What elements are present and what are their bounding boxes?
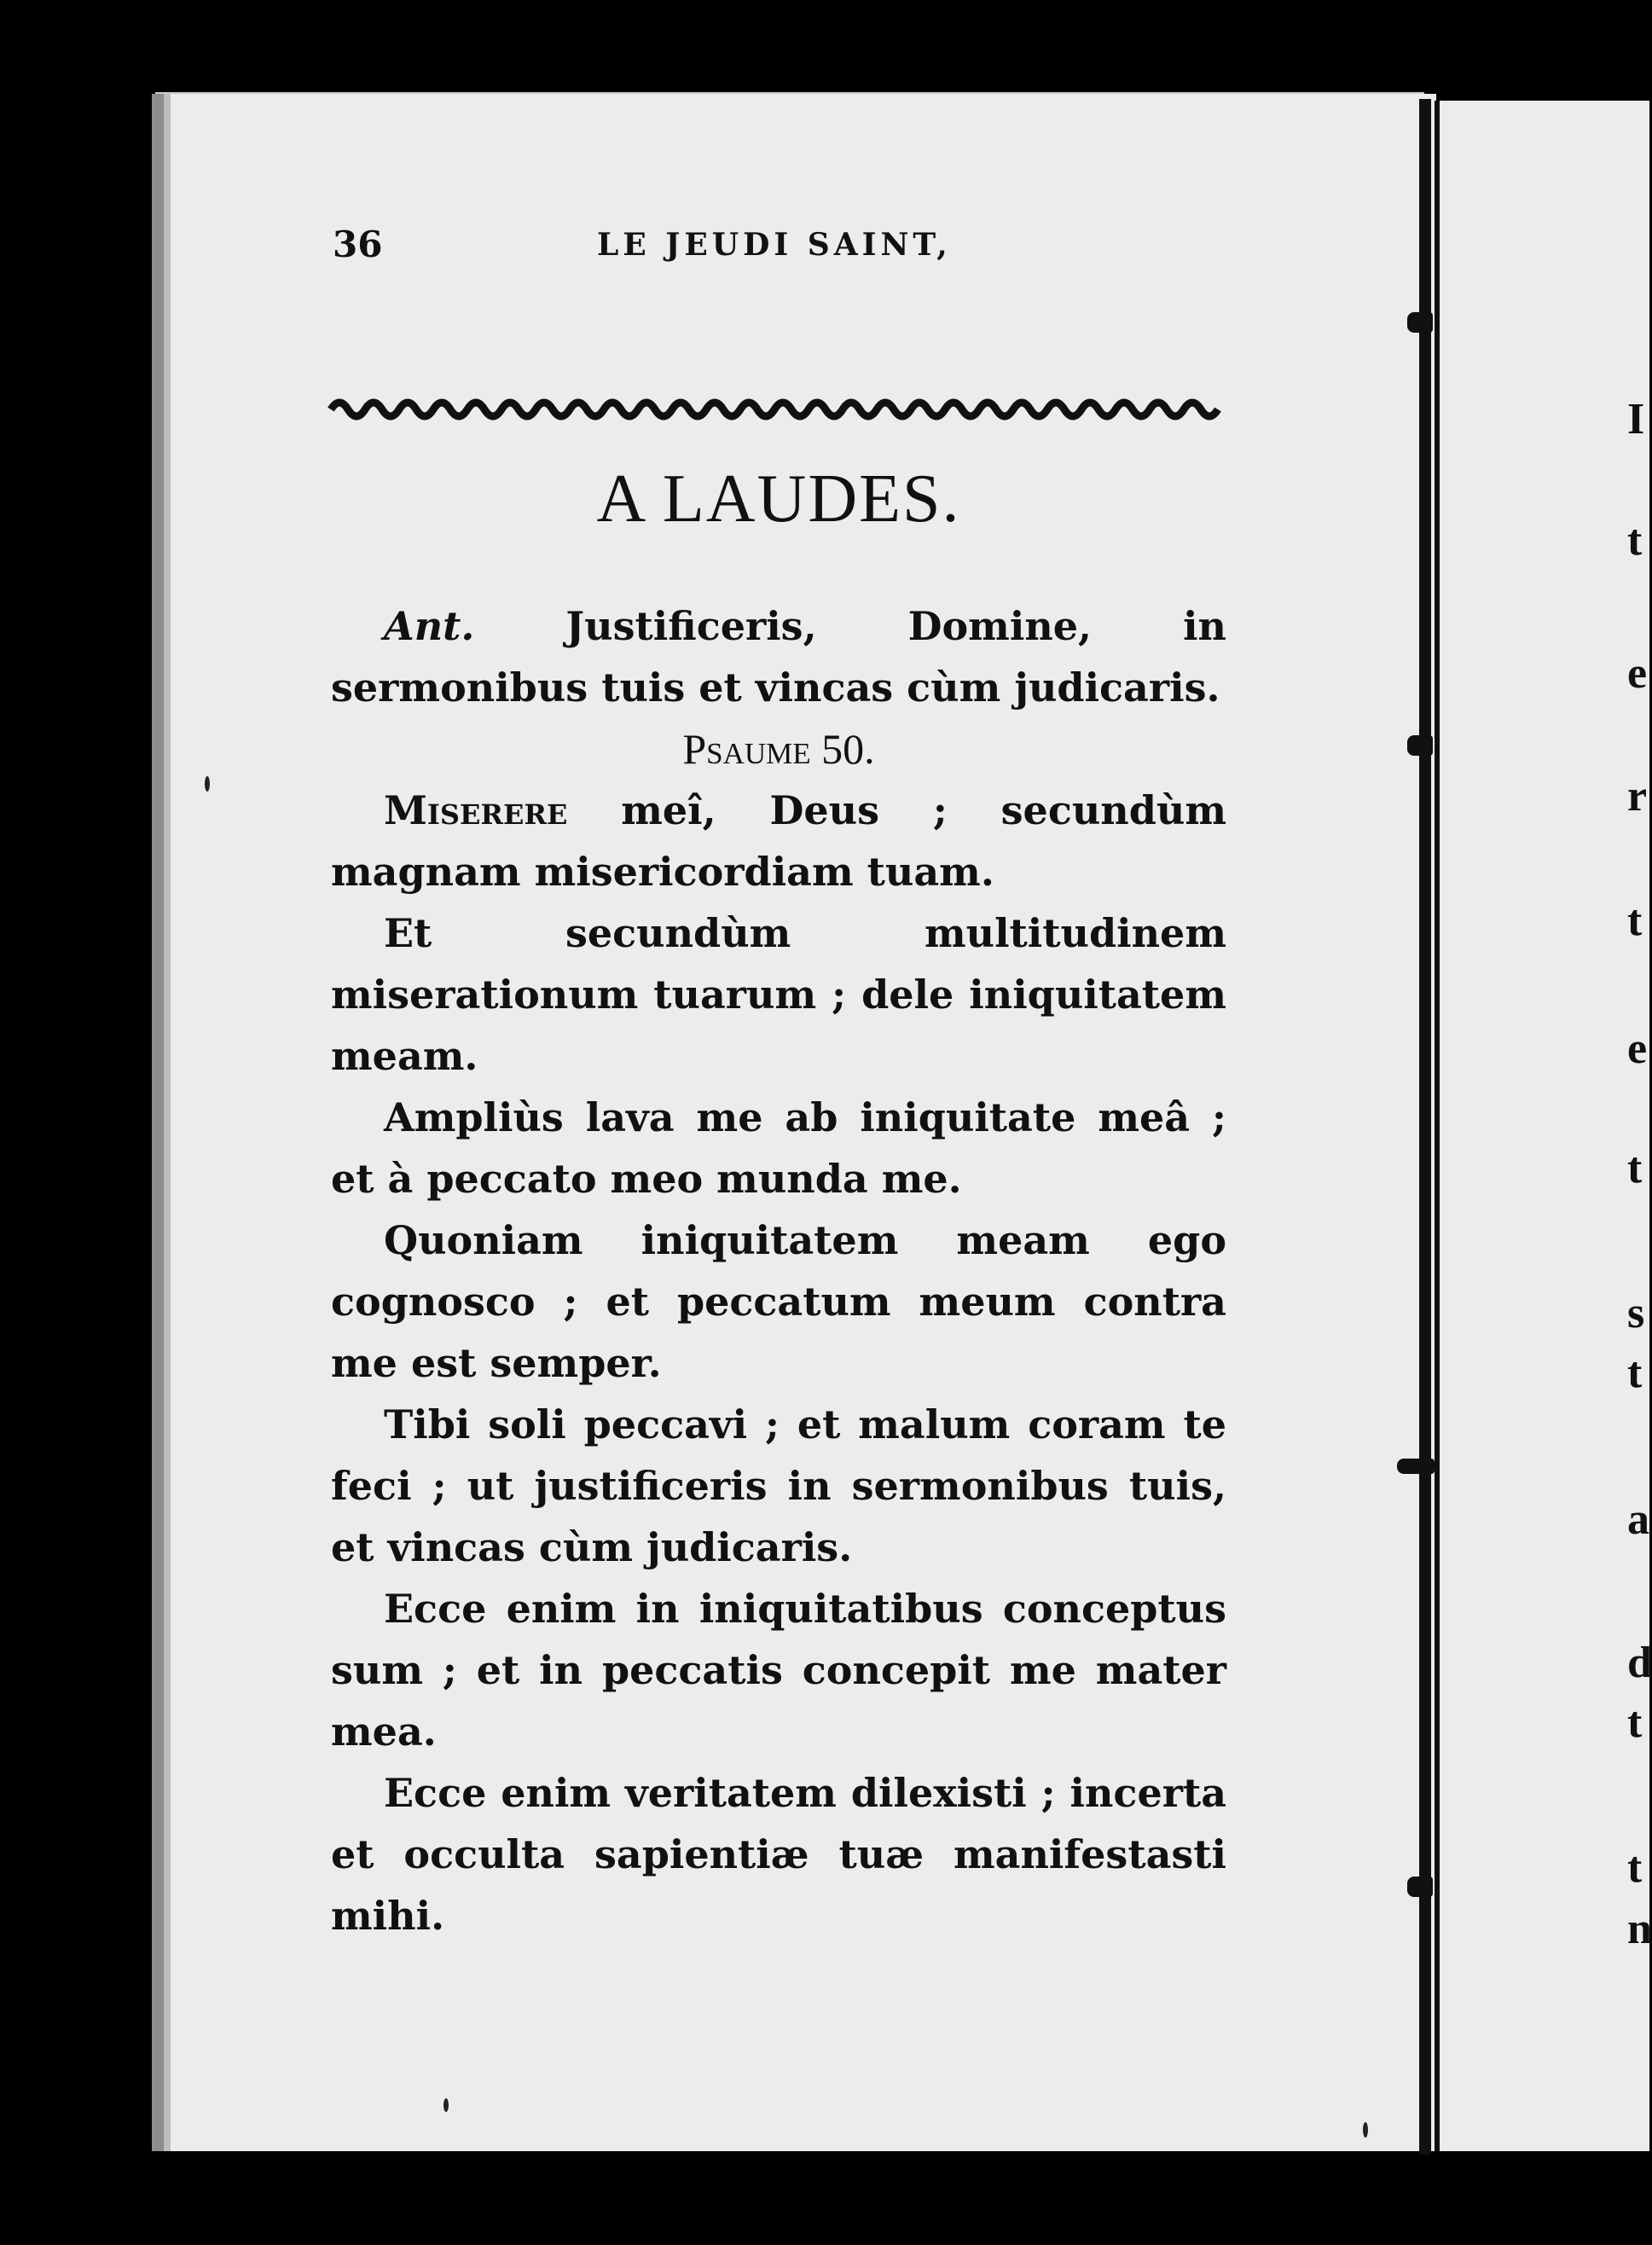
ink-speck xyxy=(443,2098,449,2112)
adjacent-page-letter: n xyxy=(1627,1905,1652,1953)
ink-speck xyxy=(1363,2122,1368,2138)
adjacent-page-letter: I xyxy=(1627,395,1645,444)
verse xyxy=(331,1087,1226,1210)
verse-text: Et secundùm multitudinem miserationum tuarum ; dele iniquitatem meam. xyxy=(331,910,1226,1079)
binding-stitch xyxy=(1407,312,1433,333)
verse-text: Tibi soli peccavi ; et malum coram te feci ; ut justificeris in sermonibus tuis, et vincas cùm judicaris. xyxy=(331,1401,1226,1570)
verse-text: Ecce enim in iniquitatibus conceptus sum ; et in peccatis concepit me mater mea. xyxy=(331,1586,1226,1755)
binding-stitch xyxy=(1407,735,1433,756)
verse-text: meî, Deus ; secundùm magnam misericordiam tuam. xyxy=(331,787,1226,895)
verse xyxy=(331,1394,1226,1578)
adjacent-page-letter: e xyxy=(1627,649,1648,698)
adjacent-page-letter: e xyxy=(1627,1024,1648,1073)
adjacent-page-letter: t xyxy=(1627,1349,1643,1397)
adjacent-page-letter: a xyxy=(1627,1495,1649,1544)
antiphon-text: Justificeris, Domine, in sermonibus tuis et vincas cùm judicaris. xyxy=(331,603,1226,711)
adjacent-page-letter: t xyxy=(1627,896,1643,945)
binding-gutter xyxy=(1419,99,1431,2155)
wavy-rule-ornament xyxy=(331,392,1226,421)
binding-stitch xyxy=(1407,1877,1433,1897)
page-number: 36 xyxy=(333,223,383,265)
adjacent-page-letter: t xyxy=(1627,516,1643,565)
verse xyxy=(331,1210,1226,1394)
psalm-heading: Psaume 50. xyxy=(682,725,875,773)
adjacent-page-letter: t xyxy=(1627,1698,1643,1747)
adjacent-page-letter: t xyxy=(1627,1843,1643,1892)
adjacent-page-letter: r xyxy=(1627,772,1648,821)
adjacent-page-letter: d xyxy=(1627,1639,1652,1687)
verse-text: Ecce enim veritatem dilexisti ; incerta et occulta sapientiæ tuæ manifestasti mihi. xyxy=(331,1770,1226,1939)
page-header xyxy=(333,223,1237,283)
verse-text: Ampliùs lava me ab iniquitate meâ ; et à peccato meo munda me. xyxy=(331,1094,1226,1202)
verse xyxy=(331,902,1226,1087)
adjacent-page xyxy=(1435,101,1649,2151)
section-title: A LAUDES. xyxy=(596,461,961,537)
binding-stitch xyxy=(1397,1459,1435,1474)
adjacent-page-letter: t xyxy=(1627,1144,1643,1192)
verse-initial-word: Miserere xyxy=(384,787,568,833)
verse xyxy=(331,780,1226,902)
verse xyxy=(331,1762,1226,1946)
running-head: LE JEUDI SAINT, xyxy=(597,227,952,263)
adjacent-page-letter: s xyxy=(1627,1289,1645,1337)
ink-speck xyxy=(205,776,210,792)
verse-text: Quoniam iniquitatem meam ego cognosco ; et peccatum meum contra me est semper. xyxy=(331,1217,1226,1386)
antiphon-label: Ant. xyxy=(384,603,475,649)
psalm-text xyxy=(331,595,1226,1946)
verse xyxy=(331,1578,1226,1762)
antiphon xyxy=(331,595,1226,718)
